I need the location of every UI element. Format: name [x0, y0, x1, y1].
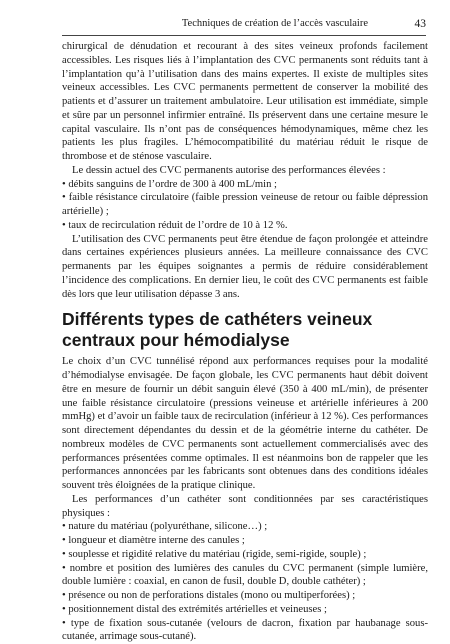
bullet-item: • souplesse et rigidité relative du matériau (rigide, semi-rigide, souple) ;: [62, 548, 428, 562]
bullet-item: • nombre et position des lumières des canules du CVC permanent (simple lumière, double lumière : coaxial, en canon de fusil, double D, double cathéter) ;: [62, 562, 428, 590]
running-title: Techniques de création de l’accès vasculaire: [182, 16, 368, 32]
paragraph: Le dessin actuel des CVC permanents autorise des performances élevées :: [62, 164, 428, 178]
paragraph: L’utilisation des CVC permanents peut être étendue de façon prolongée et atteindre dans certaines expériences plusieurs années. La meilleure connaissance des CVC permanents par les équipes soignantes a permis de réduire considérablement l’incidence des complications. En dernier lieu, le coût des CVC permanents est faible dès lors que leur utilisation dépasse 3 ans.: [62, 233, 428, 302]
paragraph: Les performances d’un cathéter sont conditionnées par ses caractéristiques physiques :: [62, 493, 428, 521]
bullet-item: • longueur et diamètre interne des canules ;: [62, 534, 428, 548]
bullet-item: • faible résistance circulatoire (faible pression veineuse de retour ou faible dépression artérielle) ;: [62, 191, 428, 219]
running-header: [62, 16, 426, 32]
bullet-item: • type de fixation sous-cutanée (velours de dacron, fixation par haubanage sous-cutanée, arrimage sous-cutané).: [62, 617, 428, 644]
header-rule: [62, 35, 426, 36]
bullet-item: • positionnement distal des extrémités artérielles et veineuses ;: [62, 603, 428, 617]
body-text: [62, 40, 428, 644]
paragraph: Le choix d’un CVC tunnélisé répond aux performances requises pour la modalité d’hémodialyse envisagée. De façon globale, les CVC permanents haut débit doivent être en mesure de fournir un débit sanguin élevé (350 à 400 mL/min), de présenter une faible résistance circulatoire (pressions veineuse et artérielle inférieures à 200 mmHg) et d’avoir un faible taux de recirculation (inférieur à 12 %). Ces performances sont directement dépendantes du dessin et de la géométrie interne du cathéter. De nombreux modèles de CVC permanents sont actuellement commercialisés avec des performances présentées comme optimales. Il est néanmoins bon de rappeler que les performances annoncées par les fabricants sont obtenues dans des conditions idéales souvent très éloignées de la pratique clinique.: [62, 355, 428, 493]
bullet-item: • présence ou non de perforations distales (mono ou multiperforées) ;: [62, 589, 428, 603]
paragraph: chirurgical de dénudation et recourant à des sites veineux profonds facilement accessibles. Les risques liés à l’implantation des CVC permanents sont réduits tant à l’implantation qu’à l’utilisation dans des mains expertes. Il existe de multiples sites veineux accessibles. Les CVC permanents permettent de conserver la mobilité des patients et d’assurer un traitement ambulatoire. Leur utilisation est immédiate, simple et sûre par un personnel infirmier entraîné. Ils préservent dans une certaine mesure le capital vasculaire. Ils n’ont pas de conséquences hémodynamiques, même chez les patients les plus fragiles. L’hémocompatibilité du matériau réduit le risque de thrombose et de sténose vasculaire.: [62, 40, 428, 164]
bullet-item: • nature du matériau (polyuréthane, silicone…) ;: [62, 520, 428, 534]
page-number: 43: [415, 16, 427, 32]
bullet-item: • taux de recirculation réduit de l’ordre de 10 à 12 %.: [62, 219, 428, 233]
bullet-item: • débits sanguins de l’ordre de 300 à 400 mL/min ;: [62, 178, 428, 192]
section-heading: Différents types de cathéters veineux centraux pour hémodialyse: [62, 309, 428, 351]
